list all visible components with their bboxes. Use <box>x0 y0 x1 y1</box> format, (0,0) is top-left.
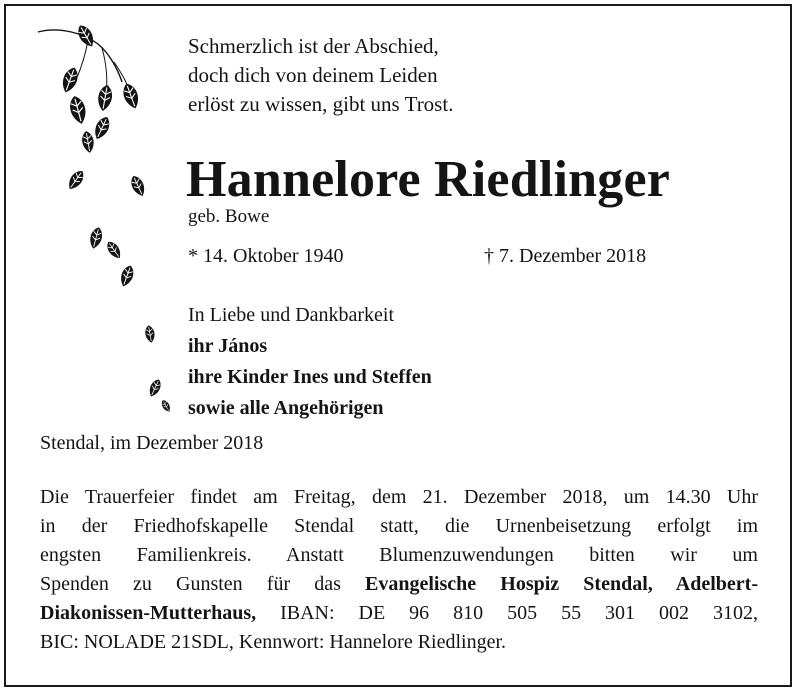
place-date: Stendal, im Dezember 2018 <box>40 432 264 454</box>
notice-line: Die Trauerfeier findet am Freitag, dem 21. Dezember 2018, um 14.30 Uhr <box>40 486 758 508</box>
birth-date: * 14. Oktober 1940 <box>188 245 344 267</box>
farewell-verse <box>188 32 453 119</box>
birch-leaves-icon <box>30 22 180 422</box>
notice-line <box>40 570 758 599</box>
funeral-notice <box>40 483 758 657</box>
mourners-block <box>188 300 432 424</box>
mourners-intro: In Liebe und Dankbarkeit <box>188 304 395 326</box>
verse-line: erlöst zu wissen, gibt uns Trost. <box>188 92 454 116</box>
maiden-name: geb. Bowe <box>188 206 270 227</box>
verse-line: doch dich von deinem Leiden <box>188 63 438 87</box>
notice-line: engsten Familienkreis. Anstatt Blumenzuwendungen bitten wir um <box>40 544 758 566</box>
notice-line: in der Friedhofskapelle Stendal statt, die Urnenbeisetzung erfolgt im <box>40 515 758 537</box>
mourner-line: sowie alle Angehörigen <box>188 397 384 419</box>
notice-text: Spenden zu Gunsten für das <box>40 573 366 595</box>
notice-line <box>40 599 758 628</box>
deceased-name: Hannelore Riedlinger <box>186 151 671 208</box>
hospice-name: Evangelische Hospiz Stendal, Adelbert- <box>365 573 758 595</box>
mourner-line: ihre Kinder Ines und Steffen <box>188 366 432 388</box>
notice-line: BIC: NOLADE 21SDL, Kennwort: Hannelore Riedlinger. <box>40 631 507 653</box>
death-date: † 7. Dezember 2018 <box>484 245 647 267</box>
iban-text: IBAN: DE 96 810 505 55 301 002 3102, <box>256 602 758 624</box>
mourner-line: ihr János <box>188 335 268 357</box>
verse-line: Schmerzlich ist der Abschied, <box>188 34 439 58</box>
hospice-name-cont: Diakonissen-Mutterhaus, <box>40 602 257 624</box>
